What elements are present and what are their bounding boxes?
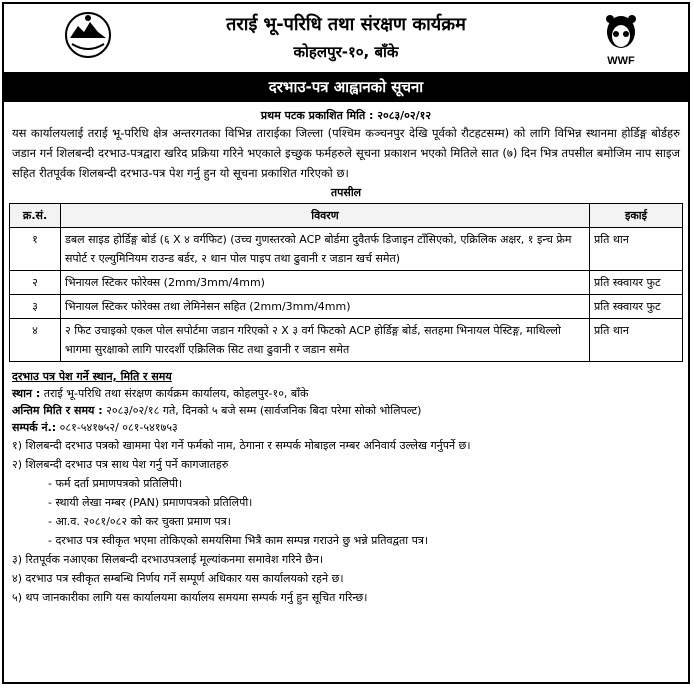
deadline-label: अन्तिम मिति र समय :	[12, 404, 103, 417]
point-3: ३) रितपूर्वक नआएका सिलबन्दी दरभाउपत्रलाई मूल्यांकनमा समावेश गरिने छैन।	[12, 553, 324, 566]
page-title: तराई भू-परिधि तथा संरक्षण कार्यक्रम	[226, 14, 466, 35]
table-title: तपसील	[330, 186, 362, 199]
table-row	[10, 319, 683, 362]
location-label: स्थान :	[12, 387, 41, 400]
published-date: प्रथम पटक प्रकाशित मिति : २०८३/०२/१२	[260, 109, 432, 122]
table-header-row	[10, 204, 683, 228]
svg-text:WWF: WWF	[607, 55, 635, 67]
details-heading: दरभाउ पत्र पेश गर्ने स्थान, मिति र समय	[12, 370, 172, 383]
notice-page	[2, 2, 690, 684]
cell-unit: प्रति स्क्वायर फुट	[590, 271, 683, 295]
cell-description: डबल साइड होर्डिङ्ग बोर्ड (६ X ४ वर्गफिट) (उच्च गुणस्तरको ACP बोर्डमा दुवैतर्फ डिजाइन टाँसिएको, एक्रिलिक अक्षर, १ इन्च फ्रेम सपोर्ट र एल्युमिनियम राउन्ड बर्डर, २ थान पोल पाइप तथा ढुवानी र जडान खर्च समेत)	[61, 228, 590, 271]
header-unit: इकाई	[590, 204, 683, 228]
subpoint-4: - दरभाउ पत्र स्वीकृत भएमा तोकिएको समयसिमा भित्रै काम सम्पन्न गराउने छु भन्ने प्रतिवद्वता पत्र।	[48, 534, 429, 547]
header-description: विवरण	[61, 204, 590, 228]
point-4: ४) दरभाउ पत्र स्वीकृत सम्बन्धि निर्णय गर्ने सम्पूर्ण अधिकार यस कार्यालयको रहने छ।	[12, 572, 344, 585]
table-row	[10, 295, 683, 319]
contact-value: ०८१-५४१७५२/ ०८१-५४१७५३	[59, 421, 178, 434]
contact-label: सम्पर्क नं.:	[12, 421, 57, 434]
cell-unit: प्रति थान	[590, 319, 683, 362]
deadline-line	[12, 402, 680, 419]
cell-unit: प्रति थान	[590, 228, 683, 271]
point-5: ५) थप जानकारीका लागि यस कार्यालयमा कार्यालय समयमा सम्पर्क गर्नु हुन सूचित गरिन्छ।	[12, 591, 368, 604]
cell-unit: प्रति स्क्वायर फुट	[590, 295, 683, 319]
point-2: २) शिलबन्दी दरभाउ पत्र साथ पेश गर्नु पर्ने कागजातहरु	[12, 458, 229, 471]
header-sn: क्र.सं.	[10, 204, 61, 228]
table-row	[10, 271, 683, 295]
cell-description: २ फिट उचाइको एकल पोल सपोर्टमा जडान गरिएको २ X ३ वर्ग फिटको ACP होर्डिङ्ग बोर्ड, सतहमा भिनायल पेस्टिङ्ग, माथिल्लो भागमा सुरक्षाको लागि पारदर्शी एक्रिलिक सिट तथा ढुवानी र जडान समेत	[61, 319, 590, 362]
cell-sn: ३	[10, 295, 61, 319]
deadline-value: २०८३/०२/१८ गते, दिनको ५ बजे सम्म (सार्वजनिक बिदा परेमा सोको भोलिपल्ट)	[106, 404, 422, 417]
items-table	[9, 203, 683, 362]
page-subtitle: कोहलपुर-१०, बाँके	[293, 43, 399, 61]
subpoint-2: - स्थायी लेखा नम्बर (PAN) प्रमाणपत्रको प्रतिलिपी।	[48, 496, 253, 509]
location-value: तराई भू-परिधि तथा संरक्षण कार्यक्रम कार्यालय, कोहलपुर-१०, बाँके	[43, 387, 309, 400]
cell-description: भिनायल स्टिकर फोरेक्स (2mm/3mm/4mm)	[61, 271, 590, 295]
cell-description: भिनायल स्टिकर फोरेक्स तथा लेमिनेसन सहित (2mm/3mm/4mm)	[61, 295, 590, 319]
wwf-panda-logo	[594, 12, 648, 68]
subpoint-3: - आ.व. २०८१/०८२ को कर चुक्ता प्रमाण पत्र।	[48, 515, 231, 528]
cell-sn: १	[10, 228, 61, 271]
submission-details	[4, 368, 688, 436]
cell-sn: २	[10, 271, 61, 295]
notice-banner: दरभाउ-पत्र आह्वानको सूचना	[4, 72, 688, 102]
header	[4, 4, 688, 72]
cell-sn: ४	[10, 319, 61, 362]
location-line	[12, 385, 680, 402]
subpoint-1: - फर्म दर्ता प्रमाणपत्रको प्रतिलिपी।	[48, 477, 183, 490]
table-row	[10, 228, 683, 271]
contact-line	[12, 419, 680, 436]
intro-paragraph: यस कार्यालयलाई तराई भू-परिधि क्षेत्र अन्तरगतका विभिन्न ताराईका जिल्ला (पश्चिम कञ्चनपुर देखि पूर्वको रौटहटसम्म) को लागि विभिन्न स्थानमा होर्डिङ्ग बोर्डहरु जडान गर्न शिलबन्दी दरभाउ-पत्रद्वारा खरिद प्रक्रिया गरिने भएकाले इच्छुक फर्महरुले सूचना प्रकाशन भएको मितिले सात (७) दिन भित्र तपसील बमोजिम नाप साइज सहित रीतपूर्वक शिलबन्दी दरभाउ-पत्र पेश गर्नु हुन यो सूचना प्रकाशित गरिएको छ।	[12, 126, 680, 180]
point-1: १) शिलबन्दी दरभाउ पत्रको खाममा पेश गर्ने फर्मको नाम, ठेगाना र सम्पर्क मोबाइल नम्बर अनिवार्य उल्लेख गर्नुपर्ने छ।	[12, 439, 471, 452]
